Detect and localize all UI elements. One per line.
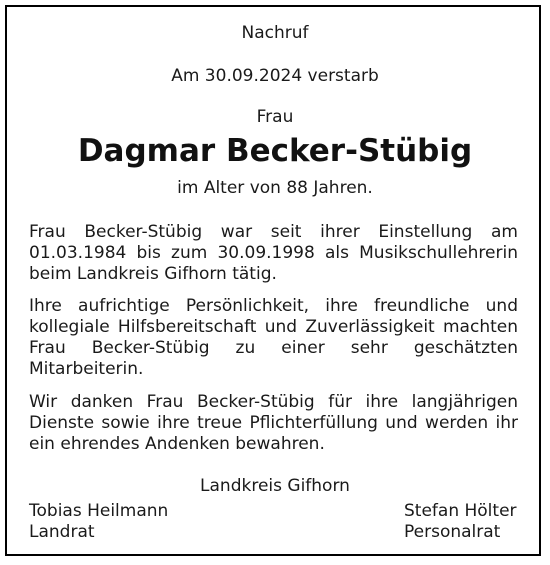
organization-name: Landkreis Gifhorn [200, 476, 350, 496]
salutation: Frau [256, 107, 294, 127]
signatory-left-title: Landrat [29, 522, 95, 542]
obituary-notice [5, 5, 541, 556]
deceased-name: Dagmar Becker-Stübig [77, 133, 473, 169]
signatory-right-title: Personalrat [404, 522, 501, 542]
age-line: im Alter von 88 Jahren. [177, 178, 373, 198]
signatory-right-name: Stefan Hölter [404, 501, 517, 521]
paragraph-tribute: Ihre aufrichtige Persönlichkeit, ihre freundliche und kollegiale Hilfsbereitschaft und Zuverlässigkeit machten Frau Becker-Stübig zu einer sehr geschätzten Mitarbeiterin. [29, 296, 518, 379]
death-date-line: Am 30.09.2024 verstarb [171, 66, 379, 86]
signatory-left-name: Tobias Heilmann [29, 501, 169, 521]
paragraph-employment: Frau Becker-Stübig war seit ihrer Einstellung am 01.03.1984 bis zum 30.09.1998 als Musikschullehrerin beim Landkreis Gifhorn tätig. [29, 222, 518, 284]
notice-label: Nachruf [241, 23, 309, 43]
paragraph-thanks: Wir danken Frau Becker-Stübig für ihre langjährigen Dienste sowie ihre treue Pflichterfüllung und werden ihr ein ehrendes Andenken bewahren. [29, 392, 518, 454]
